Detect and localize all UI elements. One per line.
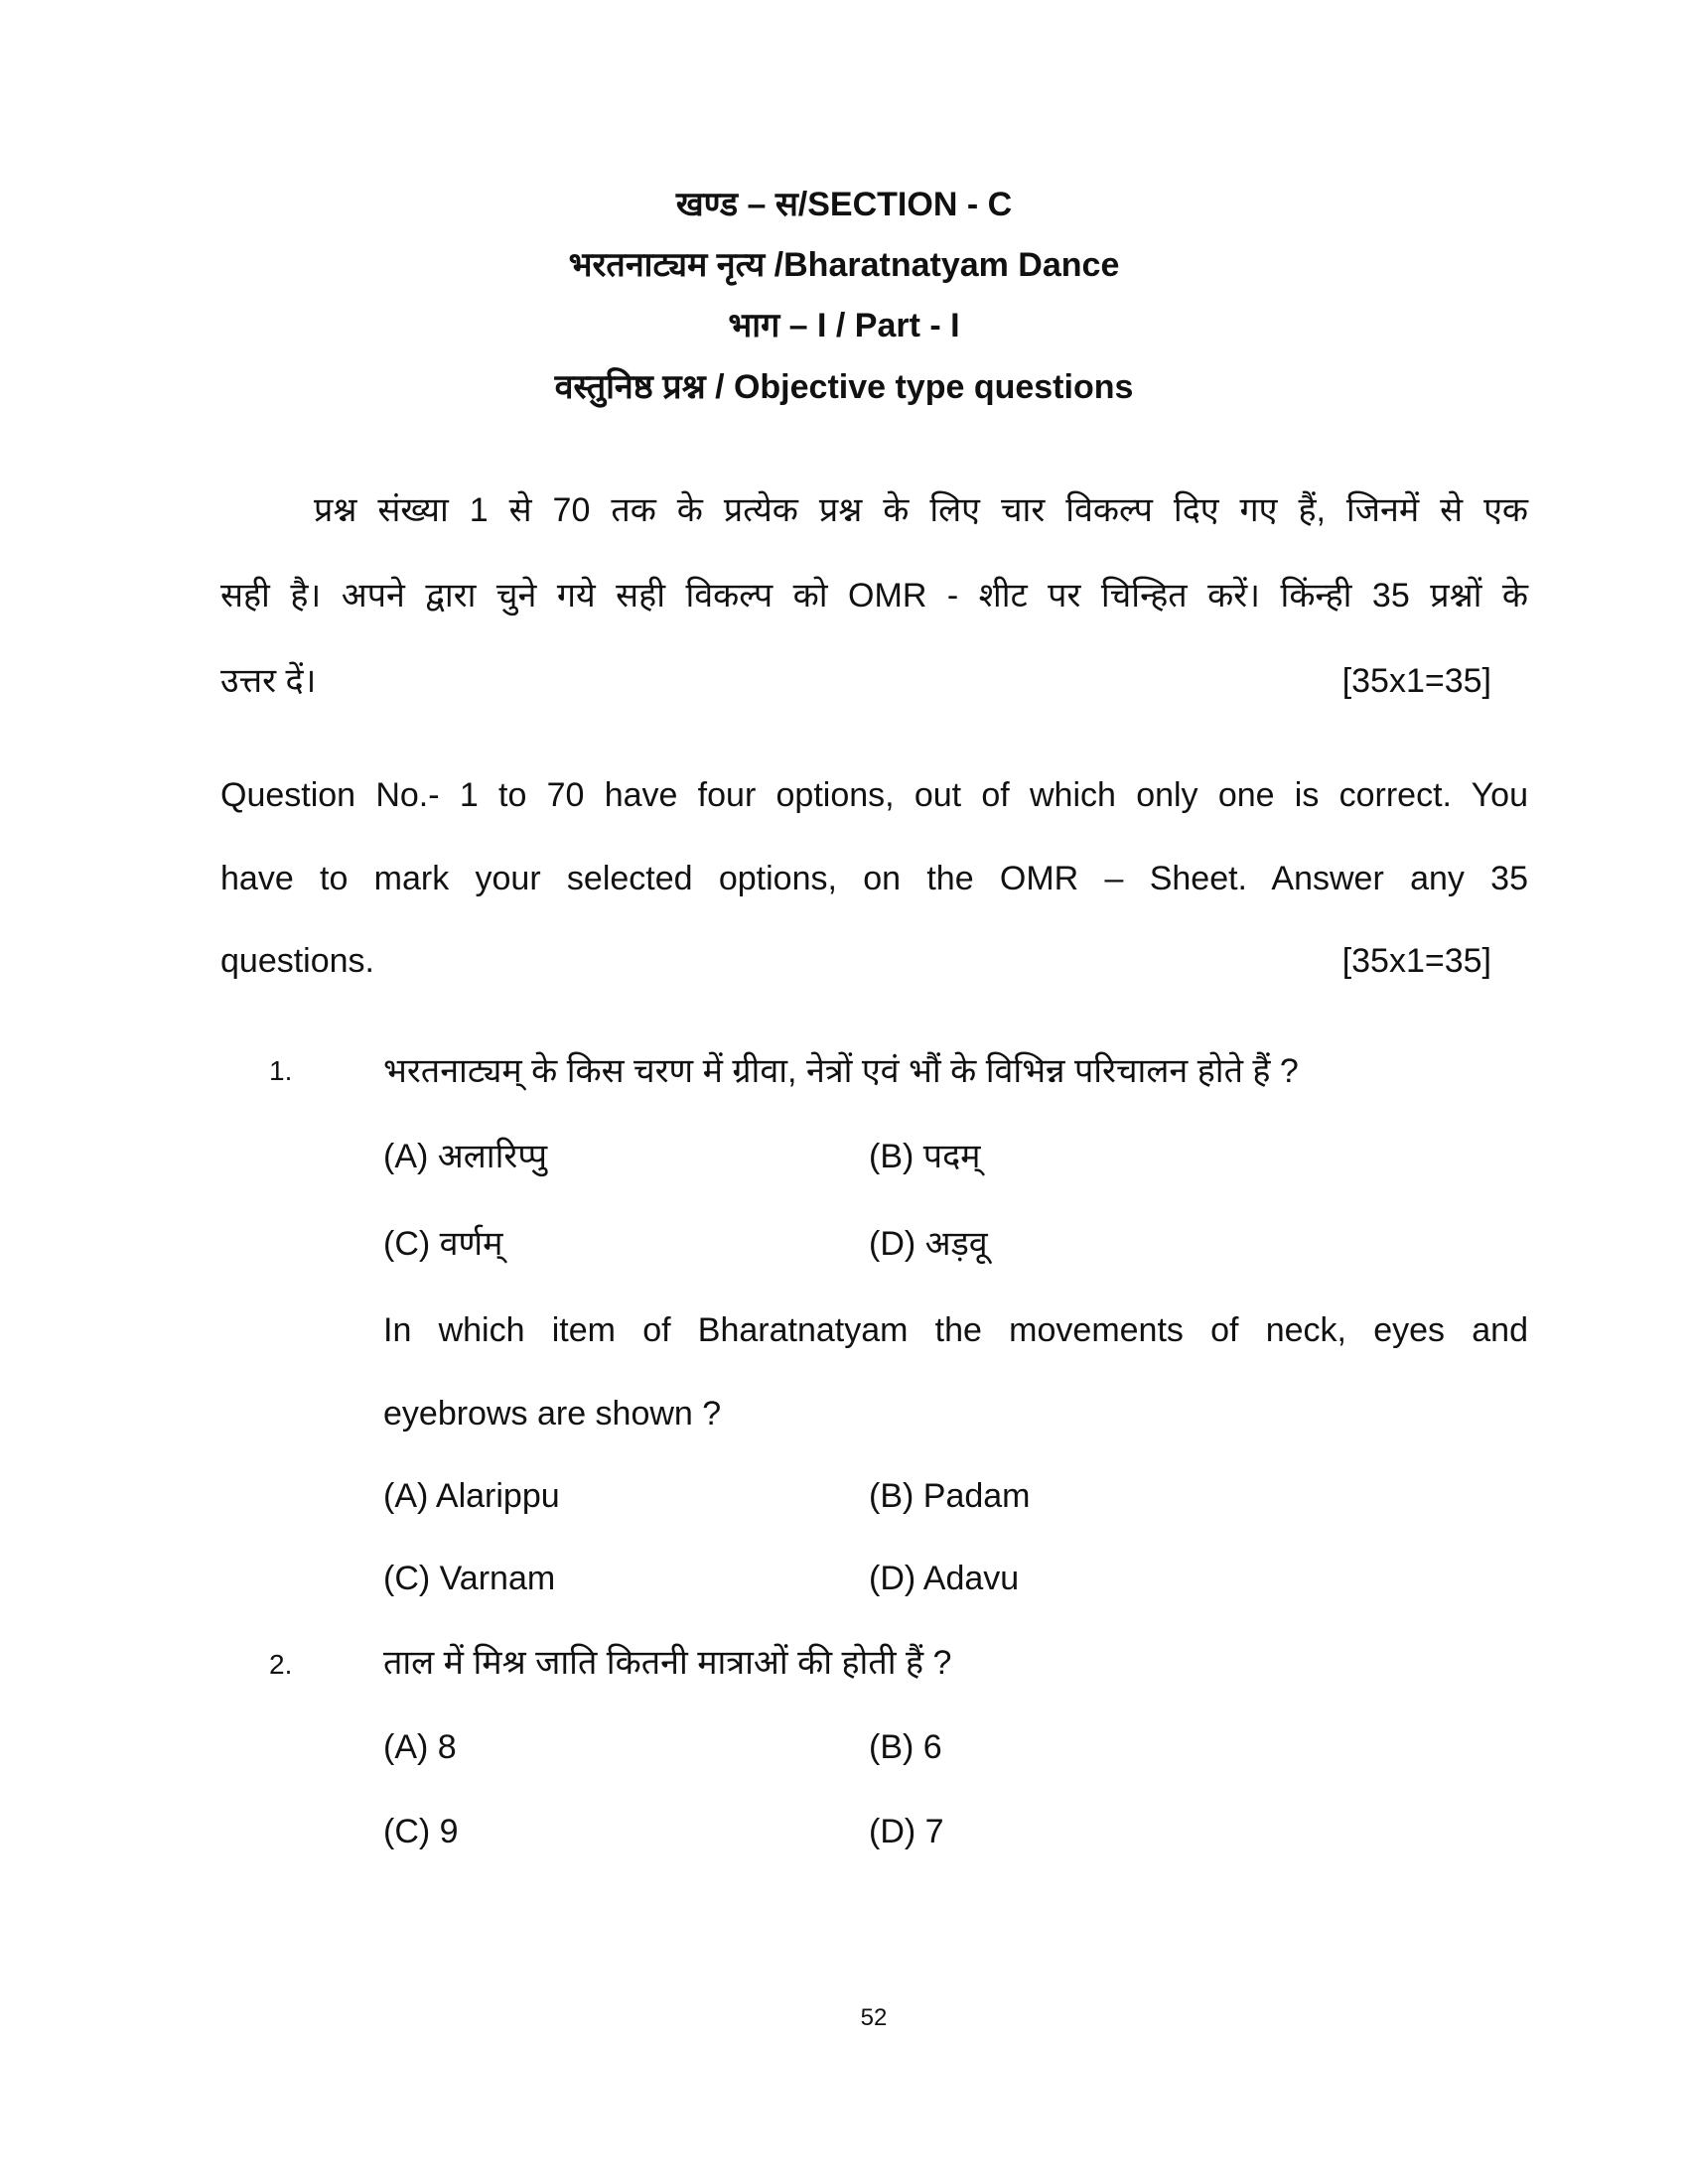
marks-hindi: [35x1=35] — [1341, 662, 1491, 700]
option-d-english: (D) Adavu — [869, 1560, 1020, 1597]
instructions-hindi-line: सही है। अपने द्वारा चुने गये सही विकल्प को OMR - शीट पर चिन्हित करें। किंन्ही 35 प्रश्नों के — [220, 577, 1528, 614]
question-number: 2. — [269, 1649, 293, 1680]
option-d: (D) 7 — [869, 1813, 944, 1850]
instructions-english-line: have to mark your selected options, on the OMR – Sheet. Answer any 35 — [220, 860, 1528, 897]
section-heading: खण्ड – स/SECTION - C — [675, 186, 1013, 223]
instructions-hindi-line: प्रश्न संख्या 1 से 70 तक के प्रत्येक प्रश्न के लिए चार विकल्प दिए गए हैं, जिनमें से एक — [314, 491, 1528, 529]
question-text-english: In which item of Bharatnatyam the movements of neck, eyes and — [383, 1311, 1528, 1349]
question-number: 1. — [269, 1055, 293, 1086]
option-b-hindi: (B) पदम् — [869, 1138, 981, 1175]
subject-heading: भरतनाट्यम नृत्य /Bharatnatyam Dance — [568, 246, 1120, 284]
page-number: 52 — [860, 2004, 888, 2031]
option-b-english: (B) Padam — [869, 1477, 1031, 1515]
instructions-english-line: Question No.- 1 to 70 have four options, out of which only one is correct. You — [220, 776, 1528, 814]
option-c-english: (C) Varnam — [383, 1560, 556, 1597]
option-a: (A) 8 — [383, 1728, 457, 1766]
marks-english: [35x1=35] — [1341, 942, 1491, 980]
option-d-hindi: (D) अड़वू — [869, 1225, 988, 1263]
question-text-hindi: ताल में मिश्र जाति कितनी मात्राओं की होती हैं ? — [383, 1644, 952, 1682]
instructions-hindi-line: उत्तर दें। — [220, 662, 317, 700]
question-type-heading: वस्तुनिष्ठ प्रश्न / Objective type questions — [554, 368, 1134, 406]
option-c-hindi: (C) वर्णम् — [383, 1225, 503, 1263]
part-heading: भाग – I / Part - I — [728, 307, 960, 344]
question-text-hindi: भरतनाट्यम् के किस चरण में ग्रीवा, नेत्रों एवं भौं के विभिन्न परिचालन होते हैं ? — [383, 1052, 1299, 1090]
option-b: (B) 6 — [869, 1728, 942, 1766]
option-a-english: (A) Alarippu — [383, 1477, 560, 1515]
instructions-english-line: questions. — [220, 942, 374, 980]
question-text-english: eyebrows are shown ? — [383, 1395, 722, 1433]
option-a-hindi: (A) अलारिप्पु — [383, 1138, 548, 1175]
option-c: (C) 9 — [383, 1813, 459, 1850]
